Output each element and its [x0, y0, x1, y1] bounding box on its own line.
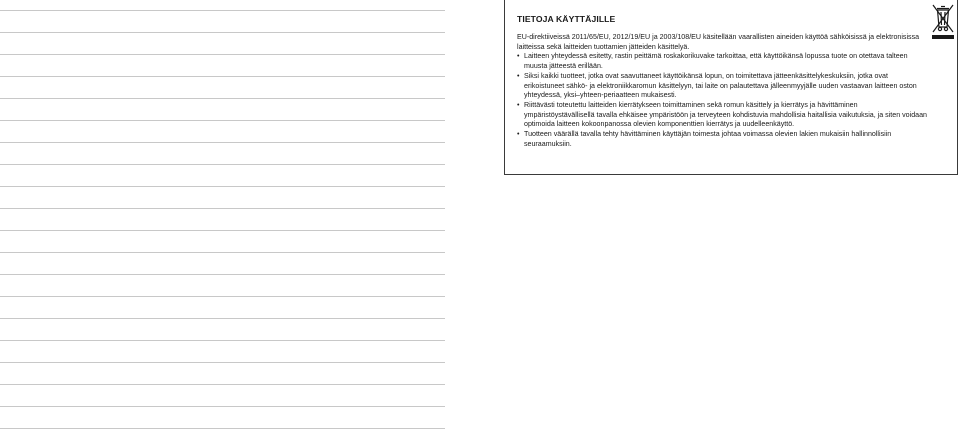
- bullet-item-3: • Riittävästi toteutettu laitteiden kierrätykseen toimittaminen sekä romun käsittely ja kierrätys ja hävittäminen ympäristöystävällisellä tavalla ehkäisee ympäristöön ja terveyteen kohdistuvia mahdollisia haitallisia vaikutuksia, ja siten voidaan optimoida laitteen kokoonpanossa olevien komponenttien kierrätys ja uudelleenkäyttö.: [517, 101, 929, 130]
- bullet-item-4: • Tuotteen väärällä tavalla tehty hävittäminen käyttäjän toimesta johtaa voimassa olevien lakien mukaisiin hallinnollisiin seuraamuksiin.: [517, 130, 929, 149]
- ruled-line: [0, 98, 445, 99]
- ruled-line: [0, 186, 445, 187]
- ruled-line: [0, 164, 445, 165]
- ruled-line: [0, 406, 445, 407]
- ruled-line: [0, 318, 445, 319]
- ruled-line: [0, 252, 445, 253]
- ruled-line: [0, 32, 445, 33]
- ruled-line: [0, 230, 445, 231]
- bullet-item-1: • Laitteen yhteydessä esitetty, rastin peittämä roskakorikuvake tarkoittaa, että käyttöikänsä lopussa tuote on otettava talteen muusta jätteestä erillään.: [517, 52, 929, 71]
- ruled-line: [0, 296, 445, 297]
- user-information-box: [504, 0, 958, 175]
- ruled-line: [0, 340, 445, 341]
- ruled-line: [0, 274, 445, 275]
- notes-ruled-lines: [0, 0, 460, 440]
- ruled-line: [0, 142, 445, 143]
- ruled-line: [0, 10, 445, 11]
- crossed-out-wheelie-bin-icon: [931, 2, 955, 40]
- box-title: TIETOJA KÄYTTÄJILLE: [517, 14, 616, 24]
- ruled-line: [0, 428, 445, 429]
- bullet-item-2: • Siksi kaikki tuotteet, jotka ovat saavuttaneet käyttöikänsä lopun, on toimitettava jätteenkäsittelykeskuksiin, jotka ovat erikoistuneet sähkö- ja elektroniikkaromun käsittelyyn, tai laite on palautettava jälleenmyyjälle uuden vastaavan laitteen oston yhteydessä, yksi–yhteen-periaatteen mukaisesti.: [517, 72, 929, 101]
- ruled-line: [0, 54, 445, 55]
- ruled-line: [0, 362, 445, 363]
- ruled-line: [0, 208, 445, 209]
- ruled-line: [0, 384, 445, 385]
- box-body: [517, 33, 929, 149]
- ruled-line: [0, 120, 445, 121]
- ruled-line: [0, 76, 445, 77]
- bullet-list: [517, 52, 929, 149]
- intro-paragraph: EU-direktiiveissä 2011/65/EU, 2012/19/EU ja 2003/108/EU käsitellään vaarallisten aineiden käyttöä sähköisissä ja elektronisissa laitteissa sekä laitteiden tuottamien jätteiden käsittelyä.: [517, 33, 920, 51]
